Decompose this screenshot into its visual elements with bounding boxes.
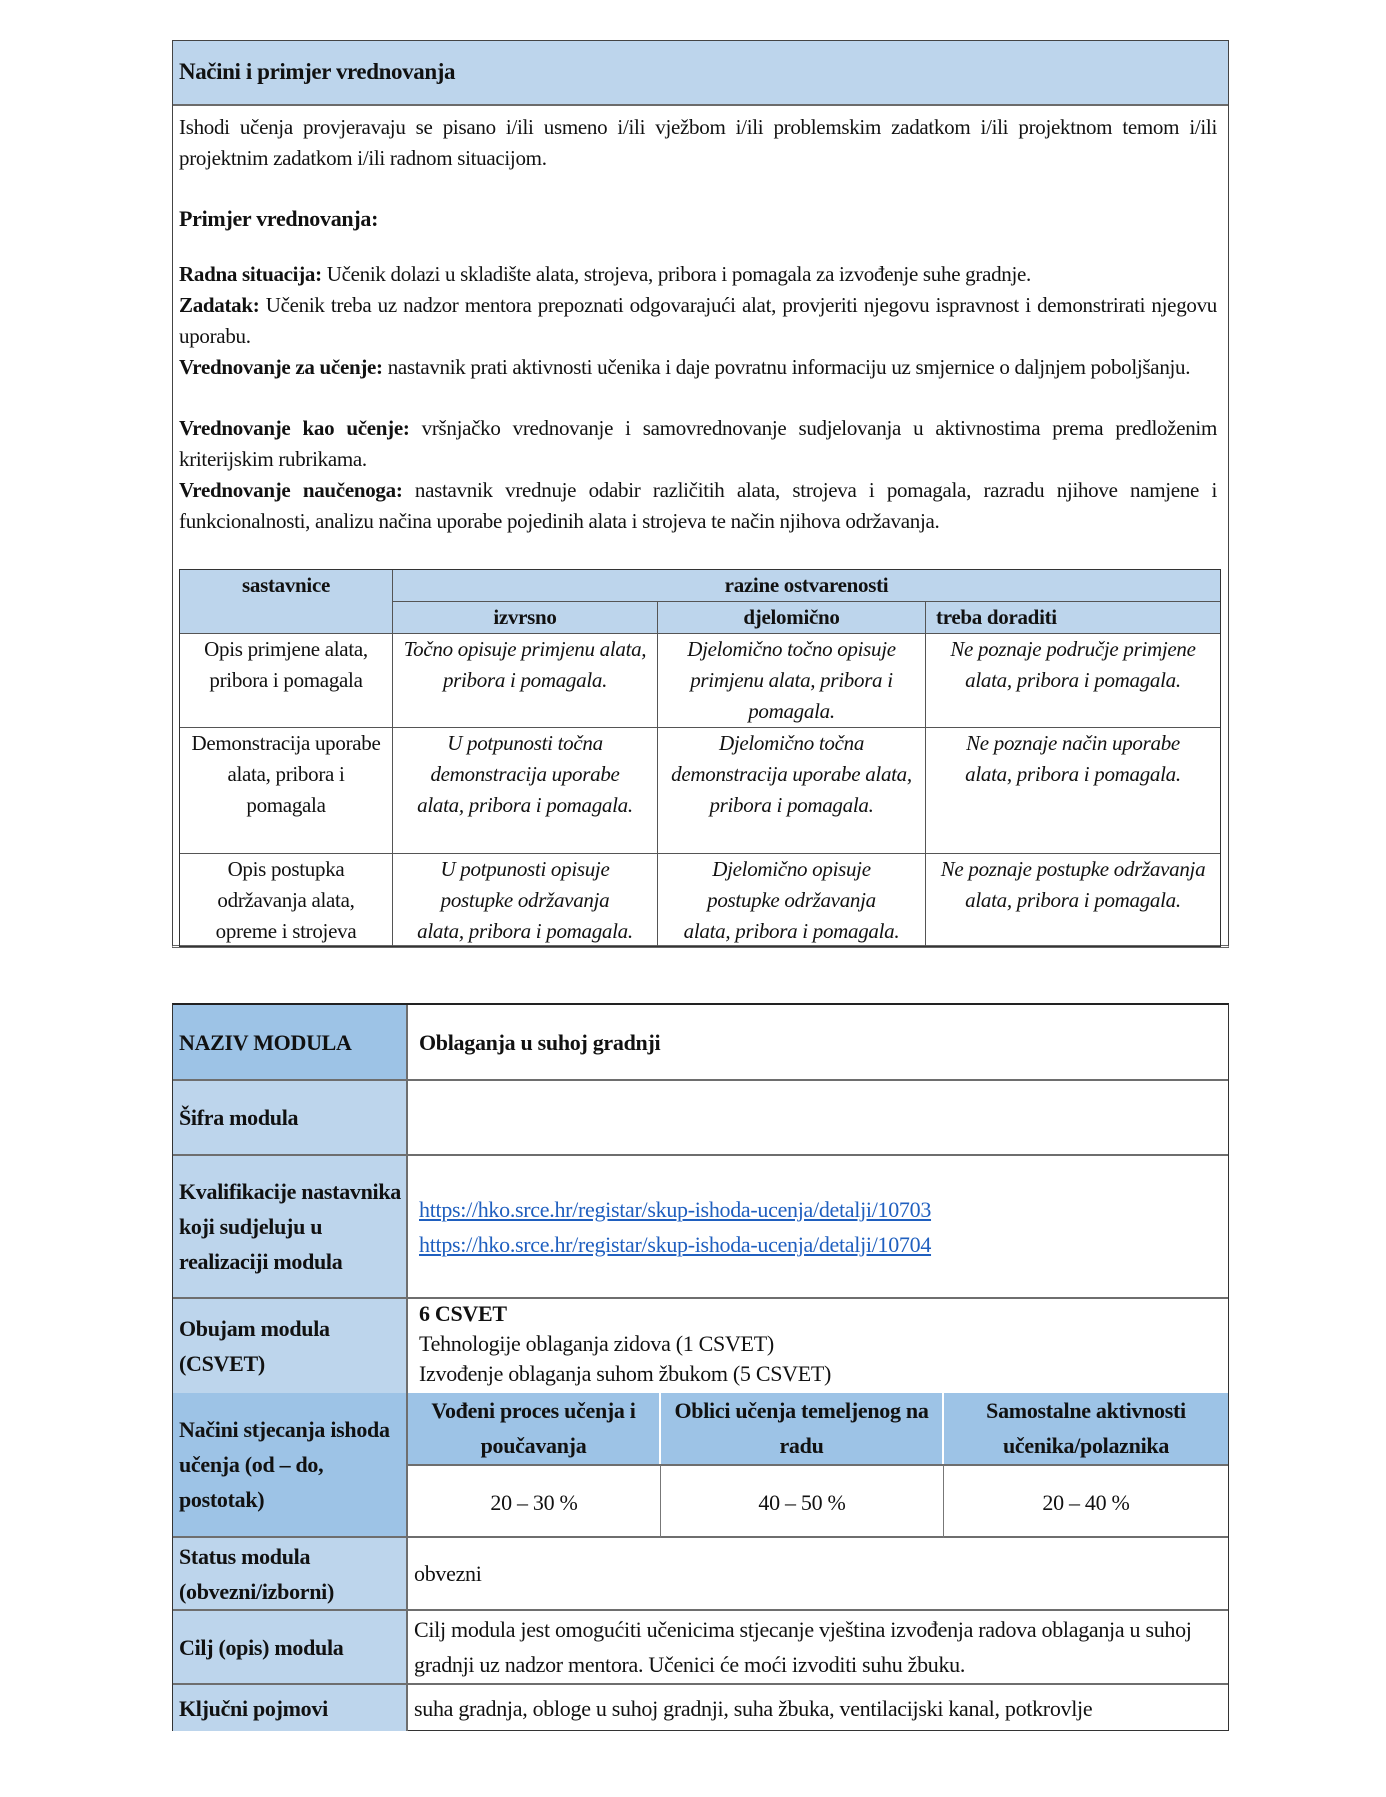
rubric-header-component: sastavnice <box>180 570 393 634</box>
item-label: Vrednovanje kao učenje: <box>179 416 410 440</box>
evaluation-table <box>172 40 1229 948</box>
method-value-independent: 20 – 40 % <box>944 1464 1228 1538</box>
rubric-level-needs-work: treba doraditi <box>926 602 1220 634</box>
qualification-link-10704[interactable]: https://hko.srce.hr/registar/skup-ishoda-ucenja/detalji/10704 <box>419 1231 932 1257</box>
module-code-row <box>173 1081 1228 1156</box>
teacher-qualifications-value <box>408 1156 1228 1297</box>
module-code-label: Šifra modula <box>173 1081 408 1154</box>
rubric-level-partial: djelomično <box>658 602 926 634</box>
evaluation-intro: Ishodi učenja provjeravaju se pisano i/ili usmeno i/ili vježbom i/ili problemskim zadatkom i/ili projektnom temom i/ili projektnim zadatkom i/ili radnom situacijom. <box>179 115 1217 170</box>
item-text: nastavnik vrednuje odabir različitih alata, strojeva i pomagala, razradu njihove namjene i funkcionalnosti, analizu načina uporabe pojedinih alata i strojeva te način njihova održavanja. <box>179 478 1217 533</box>
rubric-table <box>179 569 1221 947</box>
example-heading: Primjer vrednovanja: <box>179 206 379 231</box>
learning-methods-row <box>173 1393 1228 1538</box>
rubric-header-levels: razine ostvarenosti <box>393 570 1220 602</box>
scope-total: 6 CSVET <box>419 1301 507 1326</box>
qualification-link-10703[interactable]: https://hko.srce.hr/registar/skup-ishoda-ucenja/detalji/10703 <box>419 1196 932 1222</box>
module-goal-label: Cilj (opis) modula <box>173 1611 408 1683</box>
item-label: Vrednovanje za učenje: <box>179 355 383 379</box>
module-status-value: obvezni <box>414 1561 482 1586</box>
module-table <box>172 1003 1229 1731</box>
rubric-row-2-needs-work: Ne poznaje način uporabe alata, pribora i pomagala. <box>926 728 1220 854</box>
item-label: Zadatak: <box>179 293 260 317</box>
rubric-level-excellent: izvrsno <box>393 602 658 634</box>
keywords-row <box>173 1685 1228 1731</box>
keywords-value: suha gradnja, obloge u suhoj gradnji, suha žbuka, ventilacijski kanal, potkrovlje <box>414 1695 1093 1721</box>
rubric-row-1-partial: Djelomično točno opisuje primjenu alata, pribora i pomagala. <box>658 634 926 728</box>
module-scope-value <box>408 1299 1228 1393</box>
method-header-independent: Samostalne aktivnosti učenika/polaznika <box>944 1393 1228 1464</box>
rubric-row-1-component: Opis primjene alata, pribora i pomagala <box>180 634 393 728</box>
example-item-assessment-of-learning <box>179 475 1217 537</box>
rubric-row-2-excellent: U potpunosti točna demonstracija uporabe alata, pribora i pomagala. <box>393 728 658 854</box>
method-header-guided: Vođeni proces učenja i poučavanja <box>408 1393 661 1464</box>
scope-item: Tehnologije oblaganja zidova (1 CSVET) <box>419 1331 774 1356</box>
keywords-label: Ključni pojmovi <box>173 1685 408 1731</box>
module-name-label: NAZIV MODULA <box>173 1005 408 1079</box>
rubric-row-3-excellent: U potpunosti opisuje postupke održavanja alata, pribora i pomagala. <box>393 854 658 946</box>
example-item-assessment-as-learning <box>179 413 1217 475</box>
module-status-label: Status modula (obvezni/izborni) <box>173 1538 408 1609</box>
item-text: nastavnik prati aktivnosti učenika i daje povratnu informaciju uz smjernice o daljnjem poboljšanju. <box>382 355 1191 379</box>
teacher-qualifications-label: Kvalifikacije nastavnika koji sudjeluju u realizaciji modula <box>173 1156 408 1297</box>
teacher-qualifications-row <box>173 1156 1228 1299</box>
example-item-task <box>179 290 1217 352</box>
rubric-row-3-needs-work: Ne poznaje postupke održavanja alata, pribora i pomagala. <box>940 857 1206 912</box>
method-value-work-based: 40 – 50 % <box>661 1464 944 1538</box>
example-item-assessment-for-learning <box>179 352 1217 383</box>
learning-methods-label: Načini stjecanja ishoda učenja (od – do, postotak) <box>173 1393 408 1536</box>
rubric-row-2-partial: Djelomično točna demonstracija uporabe alata, pribora i pomagala. <box>658 728 926 854</box>
example-item-work-situation <box>179 259 1217 290</box>
module-code-value <box>408 1081 1228 1154</box>
scope-item: Izvođenje oblaganja suhom žbukom (5 CSVET) <box>419 1361 832 1386</box>
method-value-guided: 20 – 30 % <box>408 1464 661 1538</box>
item-text: Učenik dolazi u skladište alata, strojeva, pribora i pomagala za izvođenje suhe gradnje. <box>321 262 1031 286</box>
module-name-row <box>173 1005 1228 1081</box>
module-goal-row <box>173 1611 1228 1685</box>
module-status-row <box>173 1538 1228 1611</box>
method-header-work-based: Oblici učenja temeljenog na radu <box>661 1393 944 1464</box>
evaluation-header <box>173 41 1228 106</box>
rubric-row-1-needs-work: Ne poznaje područje primjene alata, pribora i pomagala. <box>926 634 1220 728</box>
module-name-value: Oblaganja u suhoj gradnji <box>419 1029 661 1055</box>
item-text: vršnjačko vrednovanje i samovrednovanje sudjelovanja u aktivnostima prema predloženim kriterijskim rubrikama. <box>179 416 1217 471</box>
rubric-row-3-partial: Djelomično opisuje postupke održavanja alata, pribora i pomagala. <box>658 854 926 946</box>
rubric-row-1-excellent: Točno opisuje primjenu alata, pribora i pomagala. <box>393 634 658 728</box>
item-label: Radna situacija: <box>179 262 322 286</box>
item-text: Učenik treba uz nadzor mentora prepoznati odgovarajući alat, provjeriti njegovu ispravnost i demonstrirati njegovu uporabu. <box>179 293 1217 348</box>
rubric-row-3-component: Opis postupka održavanja alata, opreme i strojeva <box>180 854 393 946</box>
module-goal-value: Cilj modula jest omogućiti učenicima stjecanje vještina izvođenja radova oblaganja u suhoj gradnji uz nadzor mentora. Učenici će moći izvoditi suhu žbuku. <box>414 1617 1192 1677</box>
item-label: Vrednovanje naučenoga: <box>179 478 403 502</box>
module-scope-label: Obujam modula (CSVET) <box>173 1299 408 1393</box>
evaluation-heading: Načini i primjer vrednovanja <box>179 59 456 84</box>
rubric-row-2-component: Demonstracija uporabe alata, pribora i pomagala <box>180 728 393 854</box>
module-scope-row <box>173 1299 1228 1393</box>
